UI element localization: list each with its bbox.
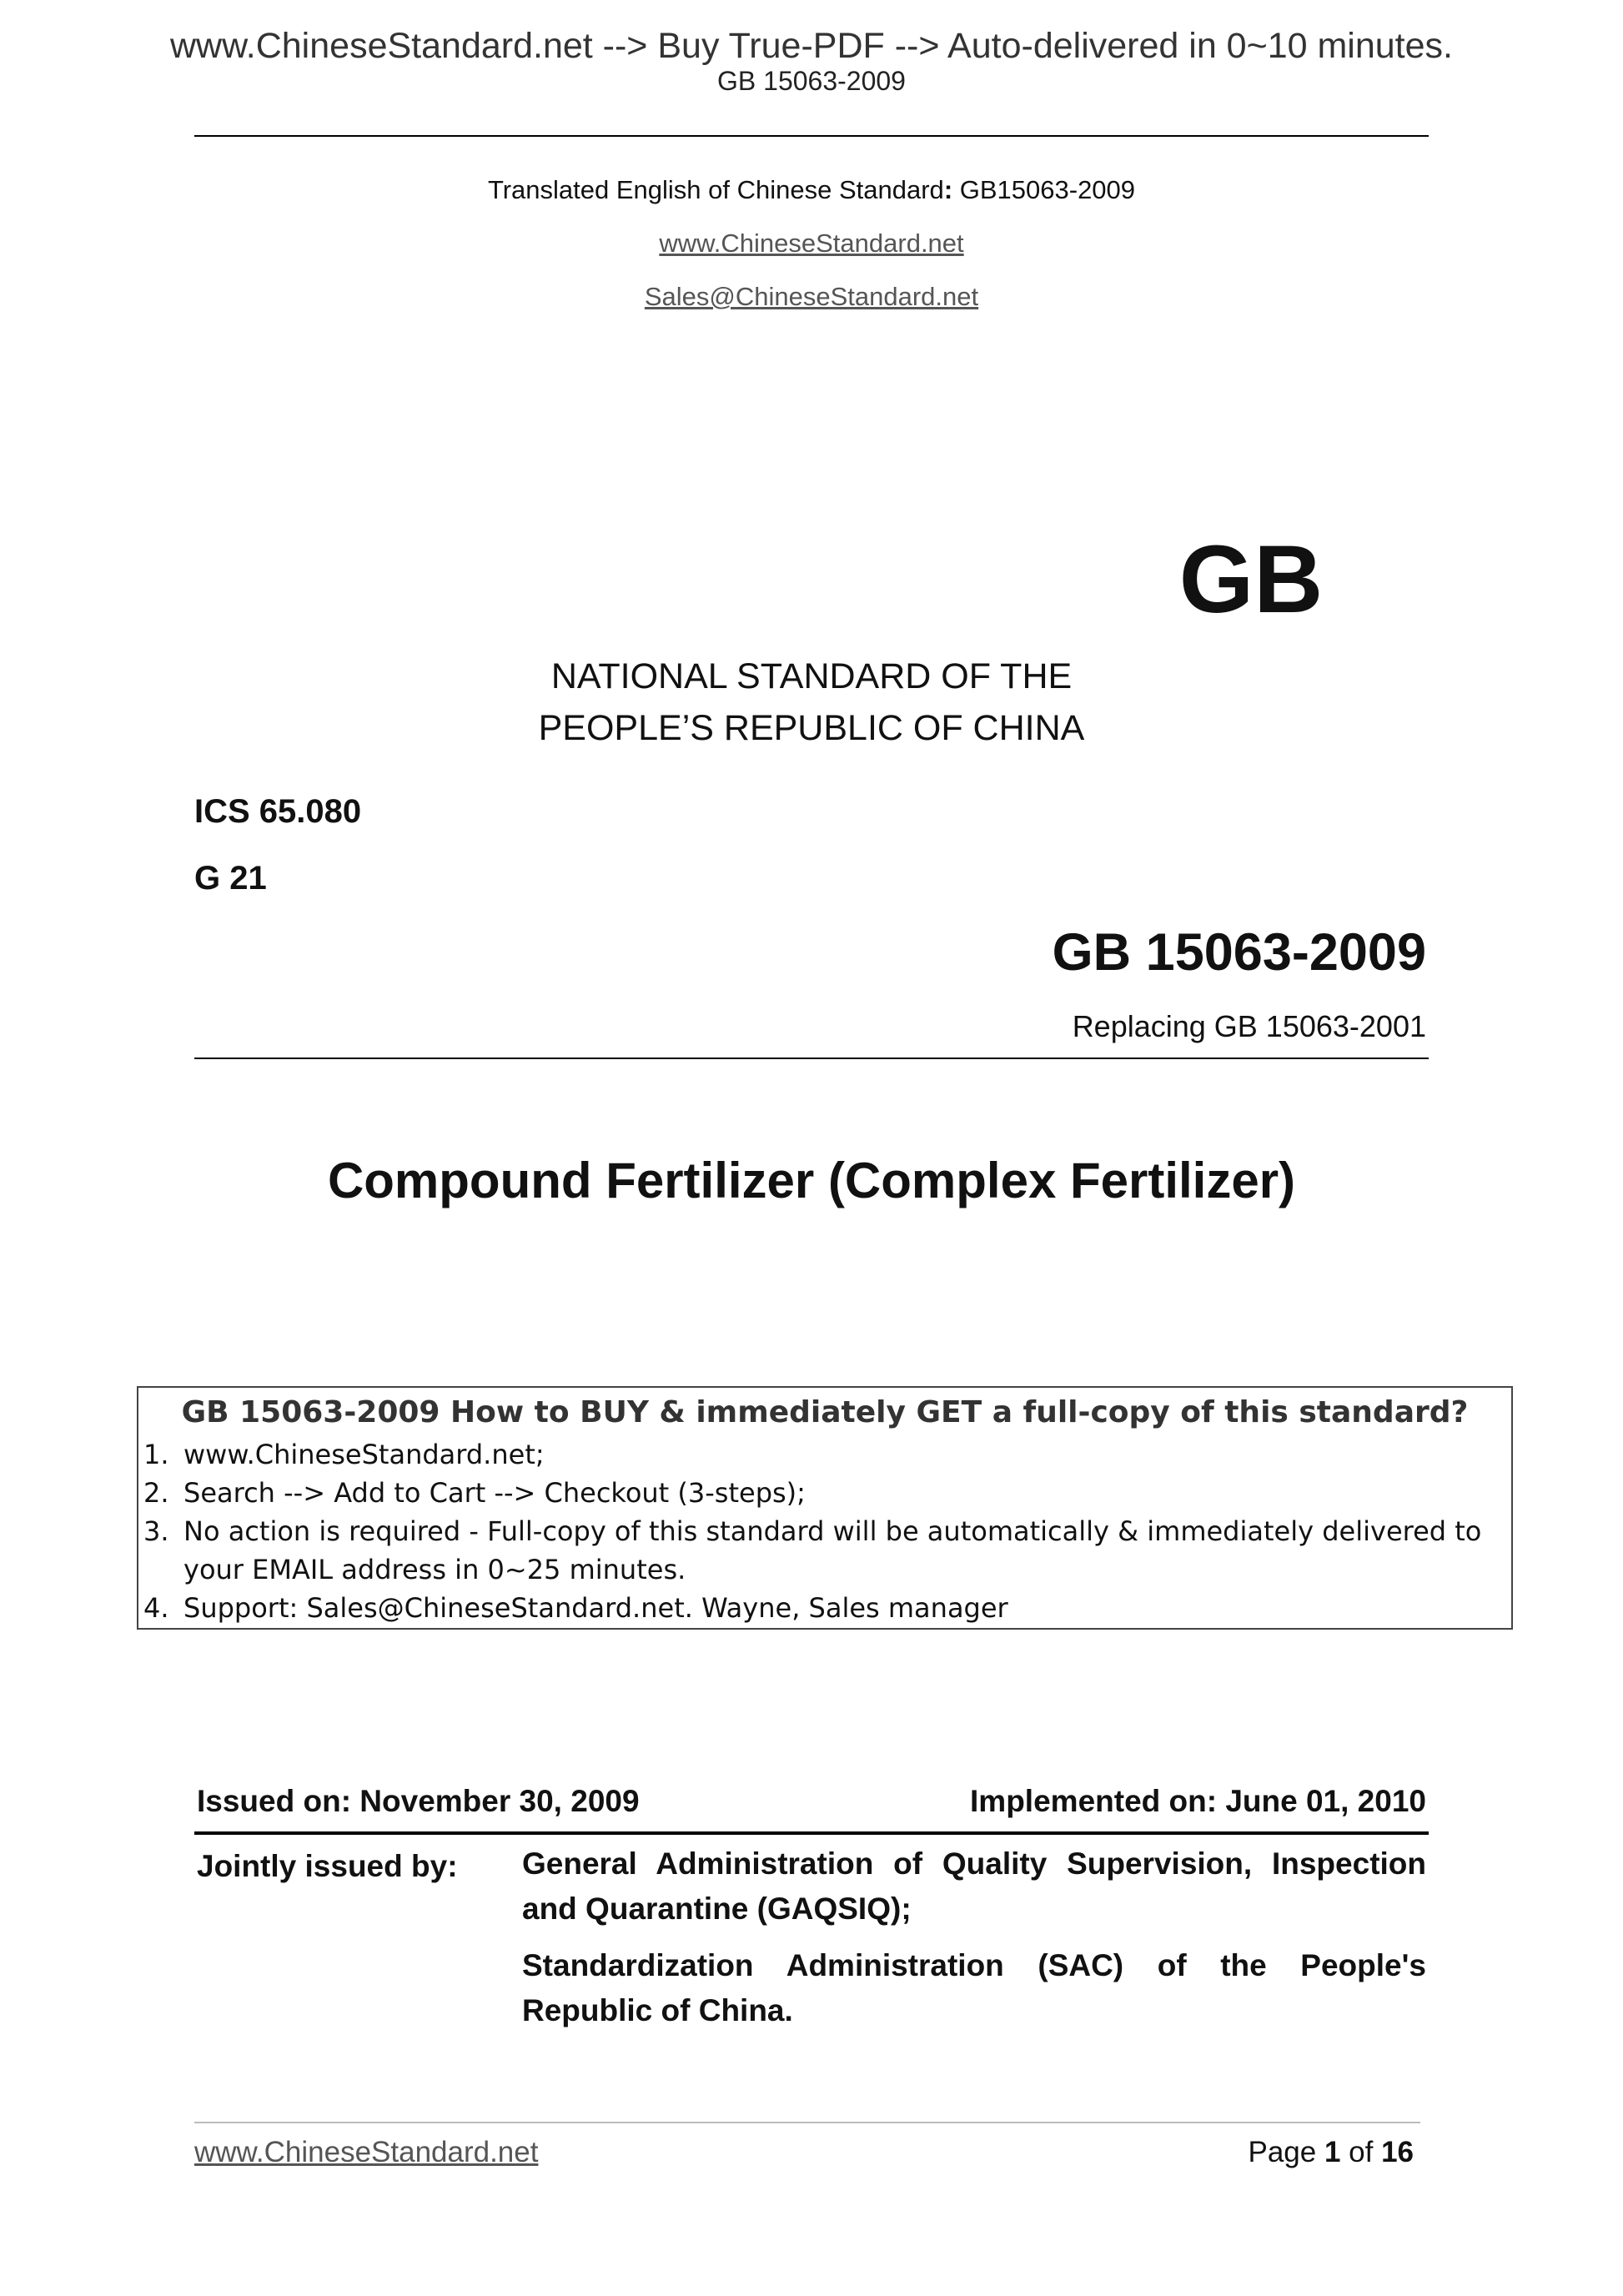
issued-date: Issued on: November 30, 2009 [197, 1784, 640, 1818]
page-current: 1 [1324, 2136, 1341, 2168]
step-text: Support: Sales@ChineseStandard.net. Wayne, Sales manager [183, 1592, 1008, 1624]
page-indicator [1084, 2135, 1414, 2170]
translated-colon: : [943, 175, 960, 204]
page-label: Page [1248, 2136, 1324, 2168]
implemented-date: Implemented on: June 01, 2010 [970, 1784, 1426, 1818]
translated-prefix: Translated English of Chinese Standard [487, 175, 944, 204]
jointly-issued-label: Jointly issued by: [197, 1849, 458, 1883]
email-link[interactable]: Sales@ChineseStandard.net [644, 282, 979, 311]
footer-rule [194, 2122, 1420, 2123]
ics-code: ICS 65.080 [194, 793, 362, 830]
step-text: No action is required - Full-copy of this standard will be automatically & immediately delivered to [183, 1515, 1482, 1547]
top-banner: www.ChineseStandard.net --> Buy True-PDF --> Auto-delivered in 0~10 minutes. [169, 26, 1453, 66]
buy-step-1 [143, 1438, 545, 1471]
buy-step-3-continued: your EMAIL address in 0~25 minutes. [183, 1554, 686, 1585]
ccs-code: G 21 [194, 860, 267, 897]
issuer-gaqsiq: General Administration of Quality Supervision, Inspection and Quarantine (GAQSIQ); [522, 1846, 1426, 1926]
step-number: 1. [143, 1439, 169, 1470]
buy-step-2 [143, 1476, 806, 1510]
step-text[interactable]: www.ChineseStandard.net; [183, 1439, 545, 1470]
step-text: Search --> Add to Cart --> Checkout (3-steps); [183, 1477, 806, 1509]
translated-line [0, 175, 1623, 205]
footer-site-link[interactable]: www.ChineseStandard.net [194, 2136, 539, 2168]
running-header: GB 15063-2009 [717, 66, 906, 96]
buy-box-heading: GB 15063-2009 How to BUY & immediately GET a full-copy of this standard? [181, 1395, 1469, 1429]
issuer-sac: Standardization Administration (SAC) of the People's Republic of China. [522, 1948, 1426, 2027]
replacing-note: Replacing GB 15063-2001 [1072, 1009, 1426, 1043]
site-link[interactable]: www.ChineseStandard.net [659, 229, 964, 258]
page-of: of [1340, 2136, 1382, 2168]
footer-link-row [194, 2135, 538, 2170]
document-title: Compound Fertilizer (Complex Fertilizer) [327, 1153, 1296, 1208]
title-rule [194, 1058, 1429, 1059]
buy-step-4 [143, 1591, 1008, 1625]
issue-rule [194, 1831, 1429, 1835]
gb-mark: GB [1178, 526, 1324, 633]
translated-code: GB15063-2009 [959, 175, 1136, 204]
step-number: 4. [143, 1592, 169, 1624]
buy-step-3 [143, 1515, 1481, 1548]
site-link-row [0, 229, 1623, 259]
header-rule [194, 135, 1429, 137]
standard-number: GB 15063-2009 [1052, 923, 1426, 982]
step-number: 3. [143, 1515, 169, 1547]
page-total: 16 [1381, 2136, 1414, 2168]
national-standard-line-2: PEOPLE’S REPUBLIC OF CHINA [538, 708, 1085, 748]
buy-instructions-box [137, 1386, 1513, 1630]
email-link-row [0, 282, 1623, 312]
national-standard-line-1: NATIONAL STANDARD OF THE [550, 656, 1073, 696]
step-number: 2. [143, 1477, 169, 1509]
